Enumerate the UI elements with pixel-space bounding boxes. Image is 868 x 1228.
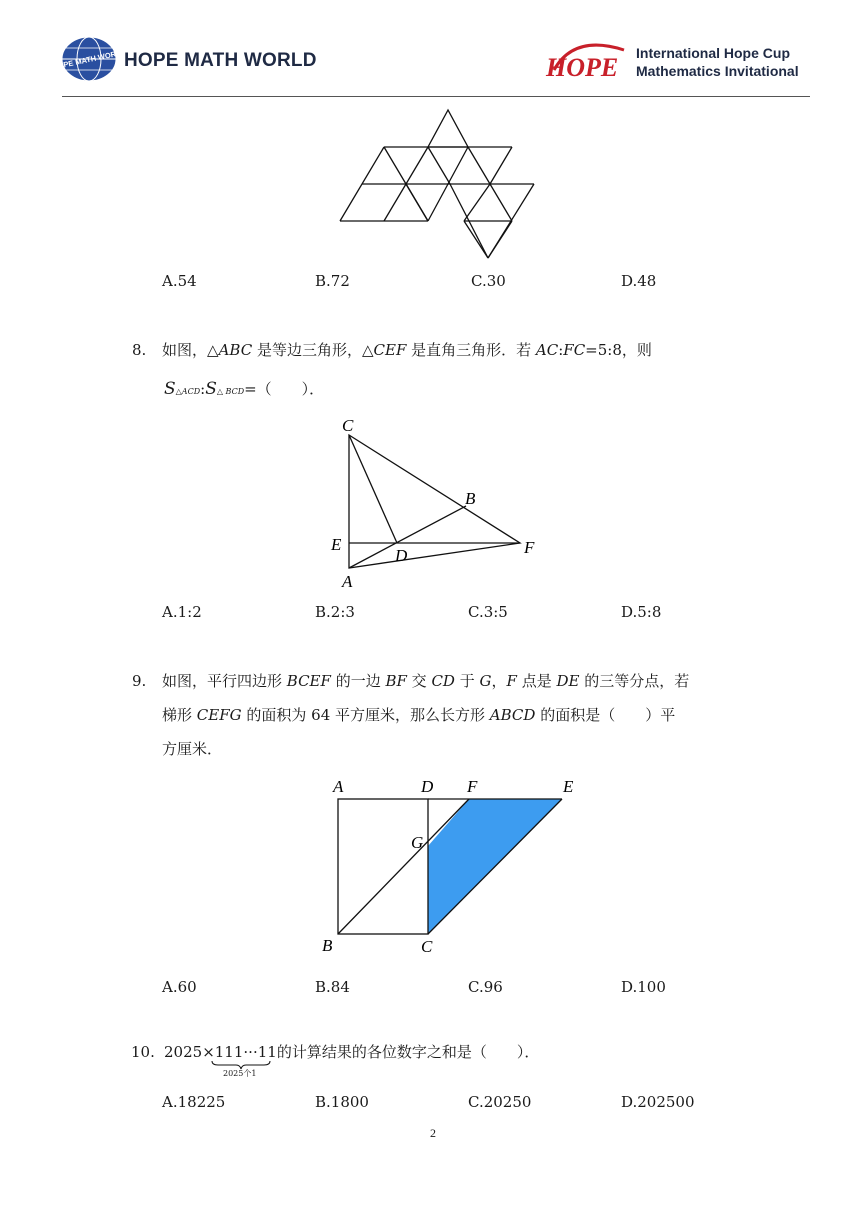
q8-option-b: B.2:3	[315, 603, 355, 621]
brand-title: HOPE MATH WORLD	[124, 50, 317, 71]
q8-line1	[162, 341, 652, 359]
q8-text: =5:8，则	[585, 341, 652, 359]
q8-label-a: A	[342, 572, 353, 591]
q8-var-ac: AC	[535, 341, 559, 359]
q10-brace-label: 2025个1	[223, 1069, 257, 1078]
q9-option-a: A.60	[162, 978, 197, 996]
q9-label-f: F	[467, 777, 478, 796]
q8-area-s1: S	[164, 379, 176, 399]
q7-option-c: C.30	[471, 272, 506, 290]
q8-var-fc: FC	[563, 341, 586, 359]
q9-label-c: C	[421, 937, 433, 956]
q9-var-de: DE	[556, 672, 580, 690]
q10-dots: ···	[243, 1043, 258, 1061]
q8-text: =（ ）．	[244, 380, 325, 398]
q8-var-abc: ABC	[218, 341, 253, 359]
q8-area-sub2: △ BCD	[216, 387, 245, 396]
q8-text: 如图，	[162, 341, 208, 359]
q10-expression	[164, 1043, 539, 1061]
q8-text: 是等边三角形，	[252, 341, 362, 359]
q8-colon: :	[200, 380, 206, 398]
triangle-net-figure	[330, 104, 550, 266]
q10-ones-start: 111	[214, 1043, 244, 1061]
q9-text: 的一边	[330, 672, 386, 690]
q9-text: 梯形	[162, 706, 197, 724]
q9-text: 的面积为 64 平方厘米，那么长方形	[241, 706, 490, 724]
q9-var-bf: BF	[385, 672, 407, 690]
header-title-line1: International Hope Cup	[636, 45, 790, 61]
hope-logo-icon	[544, 40, 630, 80]
q9-var-cd: CD	[431, 672, 455, 690]
q9-label-b: B	[322, 936, 333, 955]
header-title	[636, 44, 799, 80]
q8-colon: :	[558, 341, 564, 359]
q9-option-b: B.84	[315, 978, 350, 996]
q9-text: 的三等分点，若	[579, 672, 690, 690]
q8-option-a: A.1:2	[162, 603, 202, 621]
triangle-symbol: △	[361, 341, 374, 359]
triangle-symbol: △	[207, 341, 219, 359]
q9-var-abcd: ABCD	[489, 706, 536, 724]
q10-number: 10.	[131, 1043, 155, 1061]
q9-text: 于	[454, 672, 480, 690]
q8-var-cef: CEF	[373, 341, 407, 359]
q8-triangle-figure	[320, 412, 550, 594]
page-number: 2	[430, 1126, 436, 1140]
q8-label-c: C	[342, 416, 354, 435]
header-divider	[62, 96, 810, 97]
q9-text: ，	[491, 672, 507, 690]
q8-label-f: F	[524, 538, 535, 557]
q8-area-sub1: △ACD	[175, 387, 201, 396]
header	[0, 0, 868, 100]
q9-var-f: F	[506, 672, 517, 690]
q10-factor-a: 2025	[164, 1043, 203, 1061]
q9-option-d: D.100	[621, 978, 666, 996]
q9-text: 点是	[516, 672, 557, 690]
hope-logo-text: HOPE	[546, 53, 619, 82]
q10-ones-end: 11	[257, 1043, 277, 1061]
q9-line3: 方厘米．	[162, 740, 223, 758]
q9-var-g: G	[479, 672, 492, 690]
q9-number: 9.	[132, 672, 147, 690]
q9-label-e: E	[563, 777, 574, 796]
q10-option-d: D.202500	[621, 1093, 695, 1111]
q10-option-b: B.1800	[315, 1093, 369, 1111]
q9-parallelogram-figure	[318, 772, 588, 960]
q8-option-d: D.5:8	[621, 603, 662, 621]
times-symbol: ×	[202, 1043, 215, 1061]
q8-area-s2: S	[205, 379, 217, 399]
globe-logo-text: HOPE MATH WORLD	[51, 47, 127, 72]
q8-number: 8.	[132, 341, 147, 359]
q7-option-b: B.72	[315, 272, 350, 290]
q9-label-g: G	[411, 833, 424, 852]
q10-option-a: A.18225	[162, 1093, 226, 1111]
q8-line2	[164, 380, 324, 401]
q9-label-d: D	[421, 777, 434, 796]
q9-label-a: A	[333, 777, 344, 796]
q9-text: 交	[406, 672, 432, 690]
q8-label-e: E	[331, 535, 342, 554]
q8-text: 是直角三角形．若	[406, 341, 536, 359]
q8-label-b: B	[465, 489, 476, 508]
q7-option-a: A.54	[162, 272, 197, 290]
q9-var-bcef: BCEF	[286, 672, 331, 690]
q10-option-c: C.20250	[468, 1093, 532, 1111]
q8-option-c: C.3:5	[468, 603, 508, 621]
q9-option-c: C.96	[468, 978, 503, 996]
globe-icon	[51, 36, 127, 82]
q7-option-d: D.48	[621, 272, 657, 290]
header-title-line2: Mathematics Invitational	[636, 63, 799, 79]
q10-text: 的计算结果的各位数字之和是（ ）．	[276, 1043, 540, 1061]
q9-var-cefg: CEFG	[196, 706, 242, 724]
q9-text: 如图，平行四边形	[162, 672, 287, 690]
q9-line2	[162, 706, 675, 724]
q9-line1	[162, 672, 689, 690]
q8-label-d: D	[395, 546, 408, 565]
q9-text: 的面积是（ ）平	[535, 706, 676, 724]
